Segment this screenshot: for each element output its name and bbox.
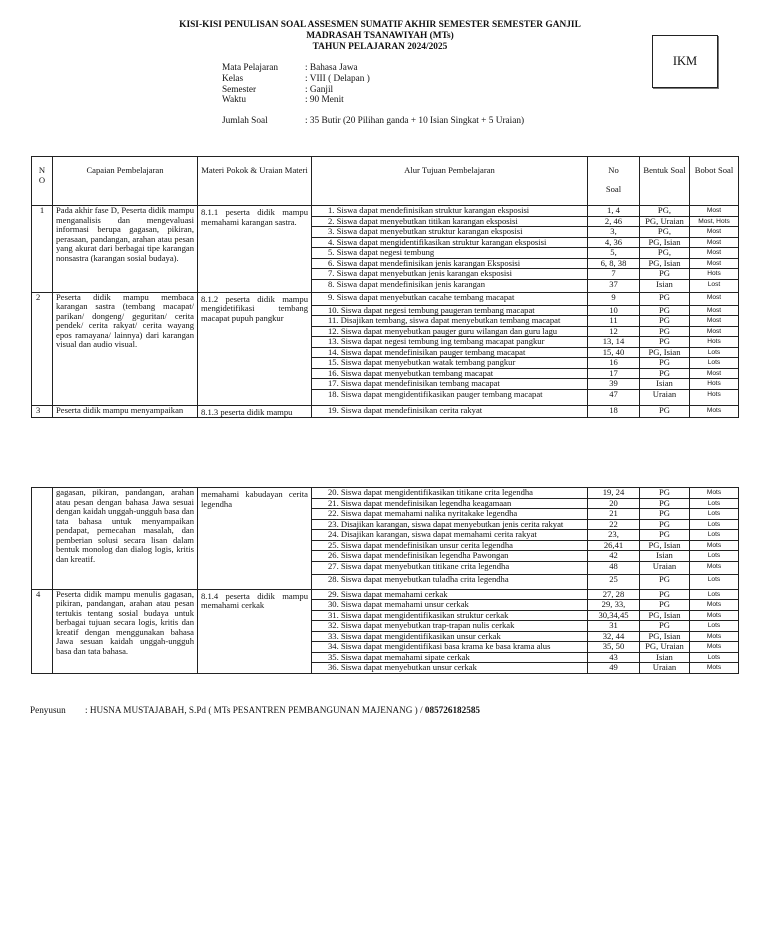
bentuk-soal: PG xyxy=(640,405,690,418)
bentuk-soal: Isian xyxy=(640,551,690,562)
alur-tujuan: 5. Siswa dapat negesi tembung xyxy=(312,248,588,259)
bentuk-soal: PG, xyxy=(640,248,690,259)
no-soal: 43 xyxy=(588,652,640,663)
bentuk-soal: PG xyxy=(640,305,690,316)
no-soal: 48 xyxy=(588,561,640,574)
meta-value: : Ganjil xyxy=(305,84,334,95)
bobot-soal: Most xyxy=(690,248,739,259)
bentuk-soal: Uraian xyxy=(640,389,690,405)
bentuk-soal: PG xyxy=(640,498,690,509)
bentuk-soal: PG xyxy=(640,519,690,530)
table-row xyxy=(32,488,739,499)
row-number: 2 xyxy=(32,292,53,405)
alur-tujuan: 8. Siswa dapat mendefinisikan jenis karangan xyxy=(312,279,588,292)
alur-tujuan: 33. Siswa dapat mengidentifikasikan unsur cerkak xyxy=(312,631,588,642)
row-number: 1 xyxy=(32,206,53,293)
bobot-soal: Lots xyxy=(690,358,739,369)
bentuk-soal: PG, Uraian xyxy=(640,642,690,653)
alur-tujuan: 4. Siswa dapat mengidentifikasikan struktur karangan eksposisi xyxy=(312,237,588,248)
materi-pokok: 8.1.3 peserta didik mampu xyxy=(198,405,312,418)
bentuk-soal: PG, Isian xyxy=(640,610,690,621)
alur-tujuan: 24. Disajikan karangan, siswa dapat memahami cerita rakyat xyxy=(312,530,588,541)
no-soal: 17 xyxy=(588,368,640,379)
no-soal: 31 xyxy=(588,621,640,632)
ikm-box: IKM xyxy=(652,35,718,88)
alur-tujuan: 28. Siswa dapat menyebutkan tuladha crita legendha xyxy=(312,574,588,589)
alur-tujuan: 16. Siswa dapat menyebutkan tembang macapat xyxy=(312,368,588,379)
meta-row-mapel xyxy=(222,63,524,74)
alur-tujuan: 32. Siswa dapat menyebutkan trap-trapan nulis cerkak xyxy=(312,621,588,632)
alur-tujuan: 12. Siswa dapat menyebutkan pauger guru wilangan dan guru lagu xyxy=(312,326,588,337)
alur-tujuan: 34. Siswa dapat mengidentifikasi basa krama ke basa krama alus xyxy=(312,642,588,653)
no-soal: 19, 24 xyxy=(588,488,640,499)
kisi-kisi-table-page-1 xyxy=(31,156,739,418)
no-soal: 13, 14 xyxy=(588,337,640,348)
header-no: N O xyxy=(32,157,53,206)
alur-tujuan: 13. Siswa dapat negesi tembung ing tembang macapat pangkur xyxy=(312,337,588,348)
meta-value: : 90 Menit xyxy=(305,95,344,106)
bobot-soal: Most xyxy=(690,258,739,269)
bentuk-soal: PG xyxy=(640,600,690,611)
header-materi: Materi Pokok & Uraian Materi xyxy=(198,157,312,206)
materi-pokok: 8.1.4 peserta didik mampu memahami cerkak xyxy=(198,589,312,673)
header-no-soal: No Soal xyxy=(588,157,640,206)
no-soal: 7 xyxy=(588,269,640,280)
no-soal: 42 xyxy=(588,551,640,562)
penyusun-label: Penyusun xyxy=(30,705,66,715)
no-soal: 37 xyxy=(588,279,640,292)
bentuk-soal: Uraian xyxy=(640,663,690,674)
no-soal: 26,41 xyxy=(588,540,640,551)
no-soal: 4, 36 xyxy=(588,237,640,248)
bobot-soal: Lots xyxy=(690,589,739,600)
alur-tujuan: 27. Siswa dapat menyebutkan titikane crita legendha xyxy=(312,561,588,574)
no-soal: 23, xyxy=(588,530,640,541)
alur-tujuan: 9. Siswa dapat menyebutkan cacahe tembang macapat xyxy=(312,292,588,305)
bobot-soal: Hots xyxy=(690,379,739,390)
no-soal: 20 xyxy=(588,498,640,509)
alur-tujuan: 7. Siswa dapat menyebutkan jenis karangan eksposisi xyxy=(312,269,588,280)
meta-row-kelas xyxy=(222,74,524,85)
bobot-soal: Most xyxy=(690,326,739,337)
bentuk-soal: PG xyxy=(640,368,690,379)
no-soal: 21 xyxy=(588,509,640,520)
no-soal: 12 xyxy=(588,326,640,337)
alur-tujuan: 21. Siswa dapat mendefinisikan legendha keagamaan xyxy=(312,498,588,509)
bobot-soal: Lots xyxy=(690,621,739,632)
title-line-1: KISI-KISI PENULISAN SOAL ASSESMEN SUMATIF AKHIR SEMESTER SEMESTER GANJIL xyxy=(179,20,581,30)
bentuk-soal: PG xyxy=(640,269,690,280)
alur-tujuan: 17. Siswa dapat mendefinisikan tembang macapat xyxy=(312,379,588,390)
bobot-soal: Hots xyxy=(690,389,739,405)
capaian-pembelajaran: Peserta didik mampu membaca karangan sastra (tembang macapat/ parikan/ dongeng/ geguritan/ cerita pendek/ cerita rakyat/ cerita wayang epos ramayana/ lainnya) dari karangan visual dan audio visual. xyxy=(53,292,198,405)
no-soal: 1, 4 xyxy=(588,206,640,217)
meta-block xyxy=(222,63,524,127)
table-row xyxy=(32,292,739,305)
bobot-soal: Lots xyxy=(690,519,739,530)
meta-label: Kelas xyxy=(222,73,244,84)
no-soal: 2, 46 xyxy=(588,216,640,227)
meta-row-semester xyxy=(222,85,524,96)
bentuk-soal: PG xyxy=(640,509,690,520)
no-soal: 30,34,45 xyxy=(588,610,640,621)
no-soal: 6, 8, 38 xyxy=(588,258,640,269)
alur-tujuan: 35. Siswa dapat memahami sipate cerkak xyxy=(312,652,588,663)
no-soal: 25 xyxy=(588,574,640,589)
alur-tujuan: 1. Siswa dapat mendefinisikan struktur karangan eksposisi xyxy=(312,206,588,217)
bobot-soal: Lots xyxy=(690,347,739,358)
bobot-soal: Mots xyxy=(690,488,739,499)
bentuk-soal: PG xyxy=(640,358,690,369)
no-soal: 10 xyxy=(588,305,640,316)
alur-tujuan: 30. Siswa dapat memahami unsur cerkak xyxy=(312,600,588,611)
bentuk-soal: PG, Isian xyxy=(640,237,690,248)
bobot-soal: Mots xyxy=(690,600,739,611)
no-soal: 3, xyxy=(588,227,640,238)
header-capaian: Capaian Pembelajaran xyxy=(53,157,198,206)
header-bentuk: Bentuk Soal xyxy=(640,157,690,206)
bobot-soal: Mots xyxy=(690,642,739,653)
no-soal: 5, xyxy=(588,248,640,259)
row-number xyxy=(32,488,53,590)
no-soal: 18 xyxy=(588,405,640,418)
materi-pokok: 8.1.1 peserta didik mampu memahami karangan sastra. xyxy=(198,206,312,293)
alur-tujuan: 15. Siswa dapat menyebutkan watak tembang pangkur xyxy=(312,358,588,369)
no-soal: 39 xyxy=(588,379,640,390)
alur-tujuan: 14. Siswa dapat mendefinisikan pauger tembang macapat xyxy=(312,347,588,358)
table-row xyxy=(32,589,739,600)
bentuk-soal: Isian xyxy=(640,379,690,390)
capaian-pembelajaran: Pada akhir fase D, Peserta didik mampu menganalisis dan mengevaluasi informasi berupa gagasan, pikiran, perasaan, pandangan, arahan atau pesan yang akurat dari berbagai tipe karangan nonsastra (karangan sosial budaya). xyxy=(53,206,198,293)
bentuk-soal: Uraian xyxy=(640,561,690,574)
no-soal: 11 xyxy=(588,316,640,327)
bentuk-soal: PG, xyxy=(640,227,690,238)
meta-label: Semester xyxy=(222,84,257,95)
bobot-soal: Most xyxy=(690,305,739,316)
bentuk-soal: PG xyxy=(640,337,690,348)
no-soal: 9 xyxy=(588,292,640,305)
bobot-soal: Mots xyxy=(690,561,739,574)
alur-tujuan: 3. Siswa dapat menyebutkan struktur karangan eksposisi xyxy=(312,227,588,238)
alur-tujuan: 11. Disajikan tembang, siswa dapat menyebutkan tembang macapat xyxy=(312,316,588,327)
bentuk-soal: PG xyxy=(640,326,690,337)
bobot-soal: Lots xyxy=(690,530,739,541)
row-number: 3 xyxy=(32,405,53,418)
no-soal: 47 xyxy=(588,389,640,405)
bobot-soal: Mots xyxy=(690,663,739,674)
penyusun-line xyxy=(30,705,480,715)
title-line-2: MADRASAH TSANAWIYAH (MTs) xyxy=(306,31,454,41)
alur-tujuan: 20. Siswa dapat mengidentifikasikan titikane crita legendha xyxy=(312,488,588,499)
materi-pokok: 8.1.2 peserta didik mampu mengidetifikasi tembang macapat pupuh pangkur xyxy=(198,292,312,405)
meta-label: Jumlah Soal xyxy=(222,116,268,127)
meta-row-jumlah xyxy=(222,116,524,127)
bentuk-soal: PG, Isian xyxy=(640,258,690,269)
kisi-kisi-table-page-2 xyxy=(31,487,739,674)
bobot-soal: Most, Hots xyxy=(690,216,739,227)
meta-value: : 35 Butir (20 Pilihan ganda + 10 Isian Singkat + 5 Uraian) xyxy=(305,116,525,127)
bobot-soal: Most xyxy=(690,227,739,238)
meta-label: Waktu xyxy=(222,95,247,106)
bobot-soal: Most xyxy=(690,292,739,305)
bobot-soal: Hots xyxy=(690,269,739,280)
bobot-soal: Hots xyxy=(690,337,739,348)
bentuk-soal: PG xyxy=(640,589,690,600)
bentuk-soal: PG, Uraian xyxy=(640,216,690,227)
meta-label: Mata Pelajaran xyxy=(222,63,279,73)
alur-tujuan: 19. Siswa dapat mendefinisikan cerita rakyat xyxy=(312,405,588,418)
bobot-soal: Lots xyxy=(690,498,739,509)
penyusun-phone: 085726182585 xyxy=(424,705,480,715)
bentuk-soal: PG xyxy=(640,621,690,632)
bobot-soal: Mots xyxy=(690,610,739,621)
bobot-soal: Mots xyxy=(690,631,739,642)
bobot-soal: Most xyxy=(690,237,739,248)
bentuk-soal: PG xyxy=(640,292,690,305)
no-soal: 32, 44 xyxy=(588,631,640,642)
table-row xyxy=(32,405,739,418)
meta-value: : VIII ( Delapan ) xyxy=(305,73,370,84)
no-soal: 29, 33, xyxy=(588,600,640,611)
header-alur: Alur Tujuan Pembelajaran xyxy=(312,157,588,206)
bentuk-soal: Isian xyxy=(640,652,690,663)
table-header-row xyxy=(32,157,739,206)
table-row xyxy=(32,206,739,217)
bentuk-soal: PG, xyxy=(640,206,690,217)
no-soal: 35, 50 xyxy=(588,642,640,653)
capaian-pembelajaran: gagasan, pikiran, pandangan, arahan atau pesan dengan bahasa Jawa sesuai dengan kaidah unggah-ungguh basa dan tata bahasa untuk menyampaikan pendapat, pemecahan masalah, dan pemberian solusi secara lisan dalam bentuk monolog dan dialog logis, kritis dan kreatif. xyxy=(53,488,198,590)
bentuk-soal: Isian xyxy=(640,279,690,292)
alur-tujuan: 26. Siswa dapat mendefinisikan legendha Pawongan xyxy=(312,551,588,562)
bobot-soal: Most xyxy=(690,368,739,379)
alur-tujuan: 25. Siswa dapat mendefinisikan unsur cerita legendha xyxy=(312,540,588,551)
bentuk-soal: PG, Isian xyxy=(640,347,690,358)
bobot-soal: Lots xyxy=(690,574,739,589)
row-number: 4 xyxy=(32,589,53,673)
alur-tujuan: 6. Siswa dapat mendefinisikan jenis karangan Eksposisi xyxy=(312,258,588,269)
bentuk-soal: PG xyxy=(640,574,690,589)
no-soal: 16 xyxy=(588,358,640,369)
bentuk-soal: PG xyxy=(640,530,690,541)
bobot-soal: Lots xyxy=(690,509,739,520)
bentuk-soal: PG xyxy=(640,488,690,499)
bobot-soal: Lots xyxy=(690,652,739,663)
document-title xyxy=(150,20,610,53)
no-soal: 22 xyxy=(588,519,640,530)
bobot-soal: Most xyxy=(690,206,739,217)
bobot-soal: Lost xyxy=(690,279,739,292)
bentuk-soal: PG xyxy=(640,316,690,327)
capaian-pembelajaran: Peserta didik mampu menyampaikan xyxy=(53,405,198,418)
bentuk-soal: PG, Isian xyxy=(640,631,690,642)
meta-row-waktu xyxy=(222,95,524,106)
bobot-soal: Lots xyxy=(690,551,739,562)
meta-value: : Bahasa Jawa xyxy=(305,63,358,73)
alur-tujuan: 31. Siswa dapat mengidentifikasikan struktur cerkak xyxy=(312,610,588,621)
no-soal: 27, 28 xyxy=(588,589,640,600)
title-line-3: TAHUN PELAJARAN 2024/2025 xyxy=(312,42,448,52)
alur-tujuan: 18. Siswa dapat mengidentifikasikan pauger tembang macapat xyxy=(312,389,588,405)
alur-tujuan: 2. Siswa dapat menyebutkan titikan karangan eksposisi xyxy=(312,216,588,227)
materi-pokok: memahami kabudayan cerita legendha xyxy=(198,488,312,590)
bobot-soal: Mots xyxy=(690,540,739,551)
penyusun-text: : HUSNA MUSTAJABAH, S.Pd ( MTs PESANTREN PEMBANGUNAN MAJENANG ) / xyxy=(85,705,425,715)
capaian-pembelajaran: Peserta didik mampu menulis gagasan, pikiran, pandangan, arahan atau pesan tertukis tentang sosial budaya untuk berbagai tujuan secara logis, kritis dan kreatif dengan menggunakan bahasa Jawa sesuan kaidah unggah-ungguh basa dan tata bahasa. xyxy=(53,589,198,673)
bentuk-soal: PG, Isian xyxy=(640,540,690,551)
alur-tujuan: 36. Siswa dapat menyebutkan unsur cerkak xyxy=(312,663,588,674)
bobot-soal: Most xyxy=(690,316,739,327)
alur-tujuan: 23. Disajikan karangan, siswa dapat menyebutkan jenis cerita rakyat xyxy=(312,519,588,530)
no-soal: 15, 40 xyxy=(588,347,640,358)
bobot-soal: Mots xyxy=(690,405,739,418)
header-bobot: Bobot Soal xyxy=(690,157,739,206)
alur-tujuan: 22. Siswa dapat memahami nalika nyritakake legendha xyxy=(312,509,588,520)
no-soal: 49 xyxy=(588,663,640,674)
alur-tujuan: 10. Siswa dapat negesi tembung paugeran tembang macapat xyxy=(312,305,588,316)
alur-tujuan: 29. Siswa dapat memahami cerkak xyxy=(312,589,588,600)
